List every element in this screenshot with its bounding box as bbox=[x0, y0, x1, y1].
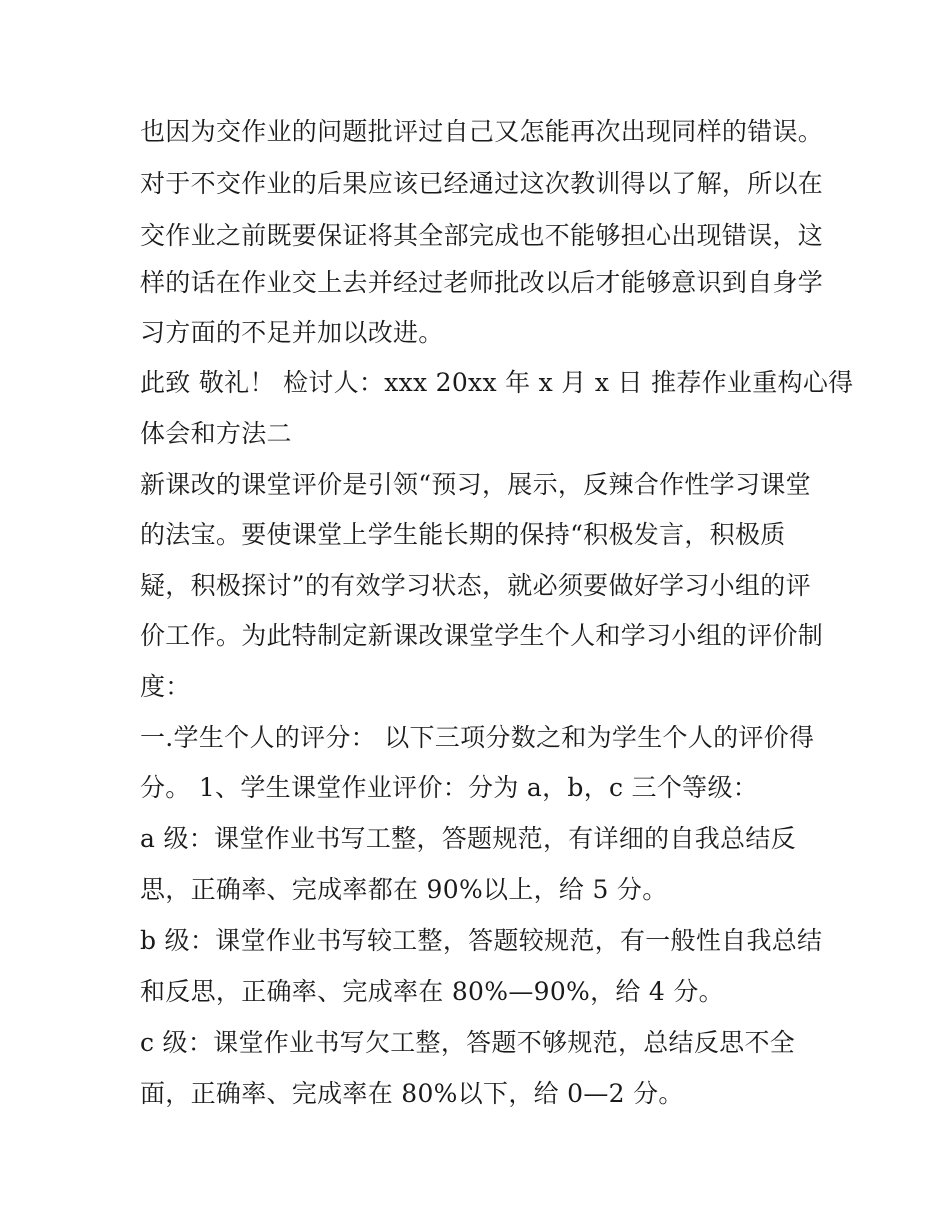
text-line: 面，正确率、完成率在 80%以下，给 0—2 分。 bbox=[140, 1079, 684, 1108]
text-line: 交作业之前既要保证将其全部完成也不能够担心出现错误，这 bbox=[140, 221, 824, 250]
text-line: 疑，积极探讨”的有效学习状态，就必须要做好学习小组的评 bbox=[140, 571, 811, 600]
text-line: 体会和方法二 bbox=[140, 419, 292, 448]
text-line: 习方面的不足并加以改进。 bbox=[140, 318, 444, 347]
text-line: 价工作。为此特制定新课改课堂学生个人和学习小组的评价制 bbox=[140, 621, 824, 650]
text-line: 也因为交作业的问题批评过自己又怎能再次出现同样的错误。 bbox=[140, 117, 824, 146]
text-line: 思，正确率、完成率都在 90%以上，给 5 分。 bbox=[140, 875, 668, 904]
text-line: 的法宝。要使课堂上学生能长期的保持“积极发言，积极质 bbox=[140, 520, 786, 549]
text-line: 此致 敬礼！ 检讨人：xxx 20xx 年 x 月 x 日 推荐作业重构心得 bbox=[140, 368, 854, 397]
text-line: 对于不交作业的后果应该已经通过这次教训得以了解，所以在 bbox=[140, 169, 824, 198]
text-line: 样的话在作业交上去并经过老师批改以后才能够意识到自身学 bbox=[140, 268, 824, 297]
text-line: b 级：课堂作业书写较工整，答题较规范，有一般性自我总结 bbox=[140, 926, 823, 955]
text-line: 和反思，正确率、完成率在 80%—90%，给 4 分。 bbox=[140, 977, 724, 1006]
text-line: 度： bbox=[140, 672, 191, 701]
text-line: 分。 1、学生课堂作业评价：分为 a，b，c 三个等级： bbox=[140, 773, 759, 802]
text-line: c 级：课堂作业书写欠工整，答题不够规范，总结反思不全 bbox=[140, 1028, 796, 1057]
text-line: 一.学生个人的评分： 以下三项分数之和为学生个人的评价得 bbox=[140, 723, 815, 752]
text-line: 新课改的课堂评价是引领“预习，展示，反辣合作性学习课堂 bbox=[140, 470, 811, 499]
text-line: a 级：课堂作业书写工整，答题规范，有详细的自我总结反 bbox=[140, 824, 796, 853]
